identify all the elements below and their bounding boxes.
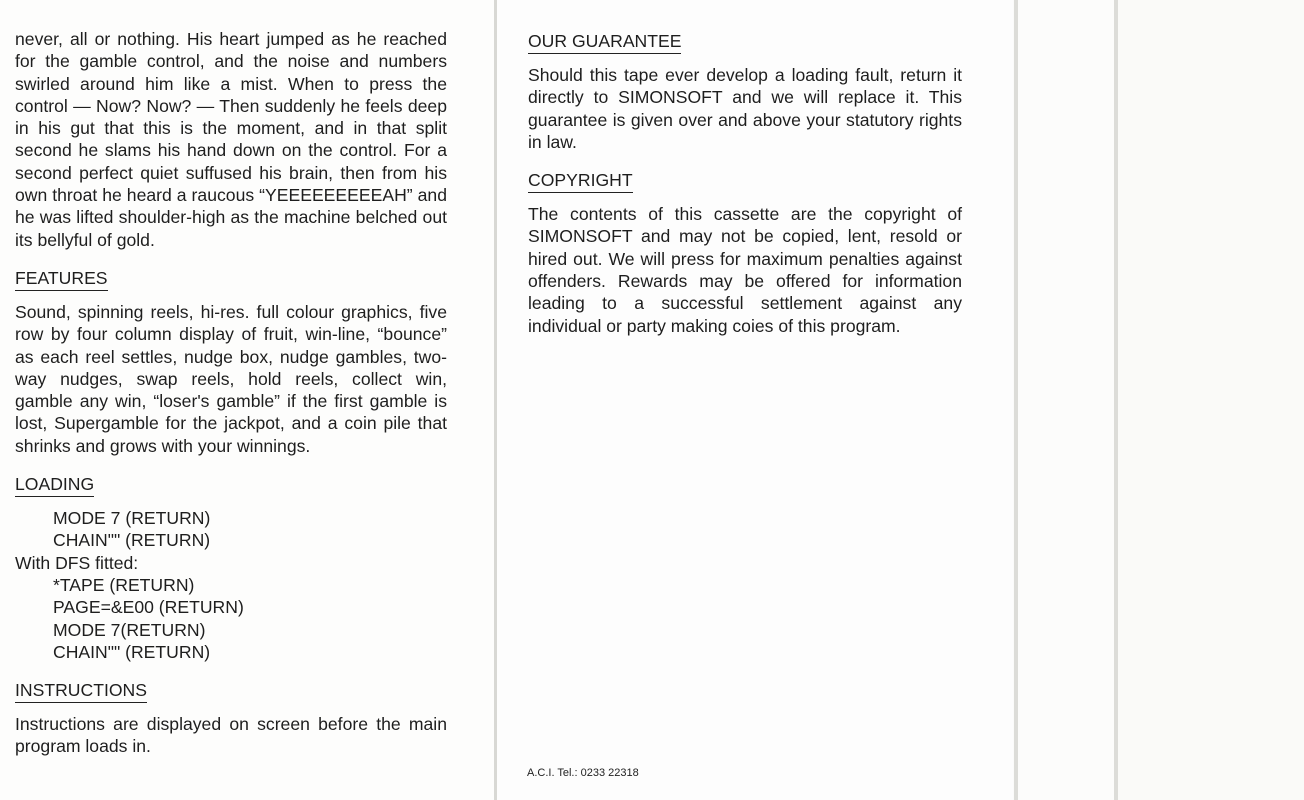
- features-text: Sound, spinning reels, hi-res. full colour graphics, five row by four column display of fruit, win-line, “bounce” as each reel settles, nudge box, nudge gambles, two-way nudges, swap reels, hold reels, collect win, gamble any win, “loser's gamble” if the first gamble is lost, Supergamble for the jackpot, and a coin pile that shrinks and grows with your winnings.: [15, 301, 447, 456]
- fold-line: [494, 0, 497, 800]
- loading-heading: LOADING: [15, 473, 94, 497]
- copyright-heading: COPYRIGHT: [528, 169, 633, 193]
- edge-panel: [1118, 0, 1304, 800]
- loading-dfs-label: With DFS fitted:: [15, 552, 139, 573]
- middle-column: [528, 30, 962, 337]
- guarantee-heading: OUR GUARANTEE: [528, 30, 681, 54]
- instructions-text: Instructions are displayed on screen before the main program loads in.: [15, 714, 447, 757]
- footer-contact: A.C.I. Tel.: 0233 22318: [527, 767, 639, 779]
- copyright-text: The contents of this cassette are the copyright of SIMONSOFT and may not be copied, lent, resold or hired out. We will press for maximum penalties against offenders. Rewards may be offered for information leading to a successful settlement against any individual or party making coies of this program.: [528, 204, 962, 336]
- instructions-heading: INSTRUCTIONS: [15, 679, 147, 703]
- left-column: [15, 28, 447, 758]
- guarantee-section: [528, 30, 962, 153]
- loading-step: CHAIN"" (RETURN): [53, 641, 211, 662]
- loading-step: PAGE=&E00 (RETURN): [53, 597, 244, 618]
- fold-line: [1114, 0, 1118, 800]
- loading-step: CHAIN"" (RETURN): [53, 530, 211, 551]
- guarantee-text: Should this tape ever develop a loading fault, return it directly to SIMONSOFT and we will replace it. This guarantee is given over and above your statutory rights in law.: [528, 65, 962, 152]
- story-paragraph: never, all or nothing. His heart jumped as he reached for the gamble control, and the noise and numbers swirled around him like a mist. When to press the control — Now? Now? — Then suddenly he feels deep in his gut that this is the moment, and in that split second he slams his hand down on the control. For a second perfect quiet suffused his brain, then from his own throat he heard a raucous “YEEEEEEEEEAH” and he was lifted shoulder-high as the machine belched out its bellyful of gold.: [15, 29, 447, 250]
- loading-step: MODE 7(RETURN): [53, 619, 206, 640]
- features-section: [15, 267, 447, 457]
- loading-section: [15, 473, 447, 663]
- loading-step: *TAPE (RETURN): [53, 574, 195, 595]
- instructions-section: [15, 679, 447, 758]
- spine-panel: [1018, 0, 1114, 800]
- loading-steps: [15, 507, 447, 663]
- features-heading: FEATURES: [15, 267, 108, 291]
- copyright-section: [528, 169, 962, 337]
- fold-line: [1014, 0, 1018, 800]
- loading-step: MODE 7 (RETURN): [53, 508, 211, 529]
